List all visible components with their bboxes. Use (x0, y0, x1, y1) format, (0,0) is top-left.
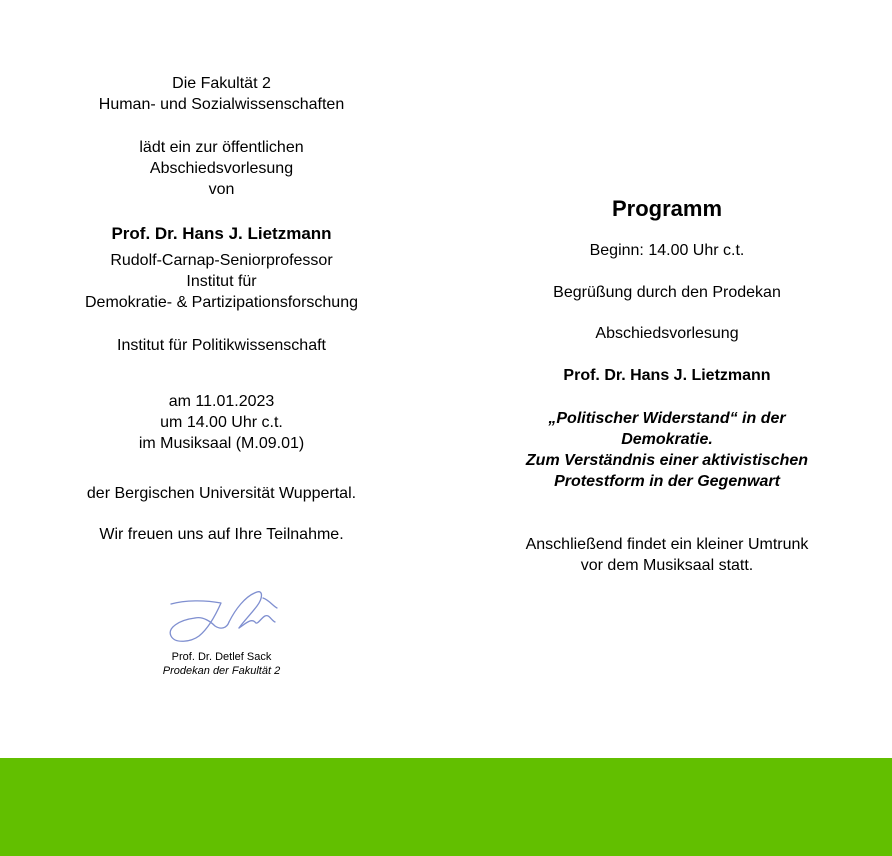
program-welcome: Begrüßung durch den Prodekan (553, 284, 781, 301)
program-lecture: Abschiedsvorlesung (595, 325, 739, 342)
signer-name: Prof. Dr. Detlef Sack (171, 651, 272, 663)
speaker-role: Rudolf-Carnap-Seniorprofessor (110, 252, 333, 269)
program-start: Beginn: 14.00 Uhr c.t. (589, 242, 745, 259)
signer-title: Prodekan der Fakultät 2 (162, 665, 281, 677)
university-line: der Bergischen Universität Wuppertal. (86, 485, 357, 502)
program-speaker: Prof. Dr. Hans J. Lietzmann (563, 367, 771, 384)
talk-title-line-3: Zum Verständnis einer aktivistischen (525, 452, 809, 469)
talk-title-line-4: Protestform in der Gegenwart (554, 473, 780, 490)
faculty-name: Human- und Sozialwissenschaften (98, 96, 345, 113)
reception-line-1: Anschließend findet ein kleiner Umtrunk (525, 536, 809, 553)
program-heading: Programm (611, 196, 723, 221)
institute-line-2: Demokratie- & Partizipationsforschung (84, 294, 358, 311)
talk-title-line-2: Demokratie. (621, 431, 713, 448)
invite-line-2: Abschiedsvorlesung (149, 160, 294, 177)
faculty-line: Die Fakultät 2 (172, 75, 271, 92)
talk-title-line-1: „Politischer Widerstand“ in der (548, 410, 786, 427)
footer-band (0, 758, 892, 856)
event-time: um 14.00 Uhr c.t. (160, 414, 283, 431)
institute-line-3: Institut für Politikwissenschaft (117, 337, 326, 354)
invite-line-1: lädt ein zur öffentlichen (139, 139, 304, 156)
speaker-name: Prof. Dr. Hans J. Lietzmann (111, 224, 332, 243)
event-date: am 11.01.2023 (168, 393, 275, 410)
institute-line-1: Institut für (186, 273, 257, 290)
event-place: im Musiksaal (M.09.01) (138, 435, 305, 452)
signature-image (165, 588, 281, 646)
closing-line: Wir freuen uns auf Ihre Teilnahme. (99, 526, 344, 543)
reception-line-2: vor dem Musiksaal statt. (580, 557, 754, 574)
invite-line-3: von (208, 181, 235, 198)
